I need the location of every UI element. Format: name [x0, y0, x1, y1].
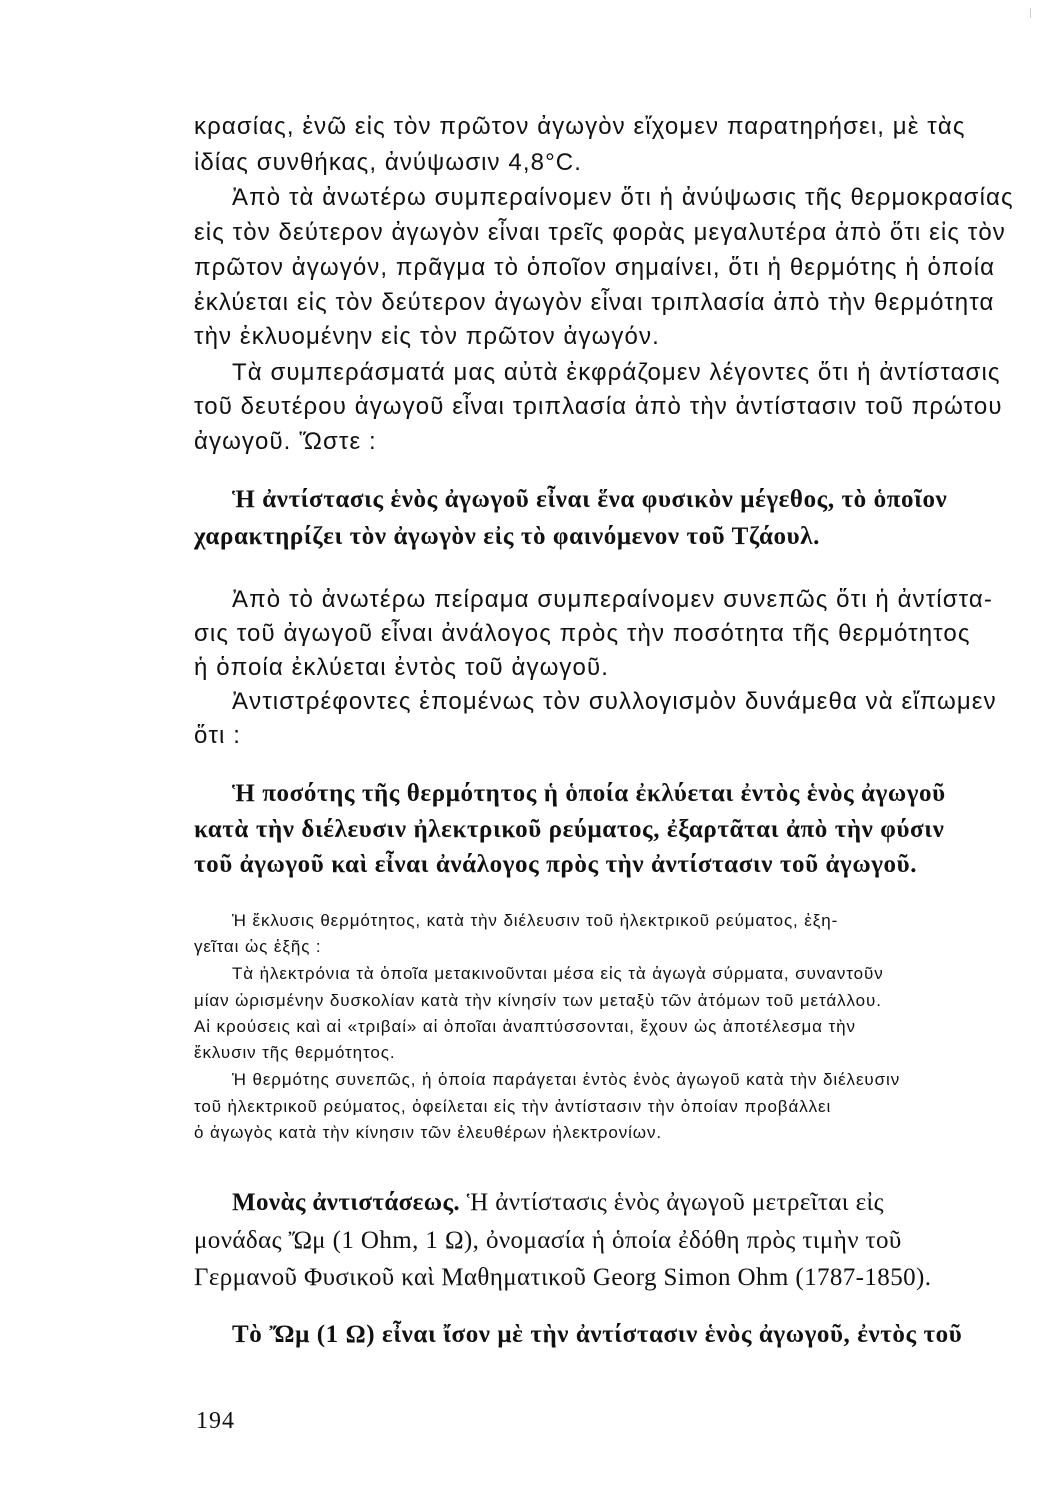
note1-line-1: Ἡ ἔκλυσις θερμότητος, κατὰ τὴν διέλευσιν τοῦ ἠλεκτρικοῦ ρεύματος, ἐξη- [232, 911, 839, 930]
bold-statement-2-line-3: τοῦ ἀγωγοῦ καὶ εἶναι ἀνάλογος πρὸς τὴν ἀντίστασιν τοῦ ἀγωγοῦ. [194, 851, 918, 878]
note2-line-4: ἔκλυσιν τῆς θερμότητος. [194, 1043, 396, 1062]
para2-line-1: Ἀπὸ τὰ ἀνωτέρω συμπεραίνομεν ὅτι ἡ ἀνύψωσις τῆς θερμοκρασίας [232, 184, 1014, 211]
page-number: 194 [196, 1408, 235, 1434]
para2-line-2: εἰς τὸν δεύτερον ἀγωγὸν εἶναι τρεῖς φορὰς μεγαλυτέρα ἀπὸ ὅτι εἰς τὸν [194, 219, 1006, 246]
para1-line-2: ἰδίας συνθήκας, ἀνύψωσιν 4,8°C. [194, 149, 582, 176]
bold-statement-2-line-2: κατὰ τὴν διέλευσιν ἠλεκτρικοῦ ρεύματος, ἐξαρτᾶται ἀπὸ τὴν φύσιν [194, 816, 945, 843]
unit-heading: Μονὰς ἀντιστάσεως. [232, 1189, 461, 1216]
para2-line-4: ἐκλύεται εἰς τὸν δεύτερον ἀγωγὸν εἶναι τριπλασία ἀπὸ τὴν θερμότητα [194, 289, 995, 316]
para1-line-1: κρασίας, ἐνῶ εἰς τὸν πρῶτον ἀγωγὸν εἴχομεν παρατηρήσει, μὲ τὰς [194, 113, 966, 140]
para3-line-2: τοῦ δευτέρου ἀγωγοῦ εἶναι τριπλασία ἀπὸ τὴν ἀντίστασιν τοῦ πρώτου [194, 393, 1003, 420]
bold-statement-1-line-2: χαρακτηρίζει τὸν ἀγωγὸν εἰς τὸ φαινόμενον τοῦ Τζάουλ. [194, 523, 820, 550]
unit-para-line-1: Ἡ ἀντίστασις ἑνὸς ἀγωγοῦ μετρεῖται εἰς [466, 1189, 884, 1216]
para2-line-5: τὴν ἐκλυομένην εἰς τὸν πρῶτον ἀγωγόν. [194, 323, 660, 350]
para3-line-3: ἀγωγοῦ. Ὥστε : [194, 428, 377, 455]
unit-para-line-3: Γερμανοῦ Φυσικοῦ καὶ Μαθηματικοῦ Georg Simon Ohm (1787-1850). [194, 1264, 932, 1291]
para4-line-1: Ἀπὸ τὸ ἀνωτέρω πείραμα συμπεραίνομεν συνεπῶς ὅτι ἡ ἀντίστα- [232, 586, 993, 613]
unit-para-line-2: μονάδας Ὤμ (1 Ohm, 1 Ω), ὀνομασία ἡ ὁποία ἐδόθη πρὸς τιμὴν τοῦ [194, 1227, 902, 1254]
para4-line-2: σις τοῦ ἀγωγοῦ εἶναι ἀνάλογος πρὸς τὴν ποσότητα τῆς θερμότητος [194, 620, 971, 647]
note3-line-1: Ἡ θερμότης συνεπῶς, ἡ ὁποία παράγεται ἐντὸς ἑνὸς ἀγωγοῦ κατὰ τὴν διέλευσιν [232, 1070, 901, 1089]
unit-line-1 [232, 1188, 884, 1218]
scan-mark [1030, 8, 1031, 18]
para2-line-3: πρῶτον ἀγωγόν, πρᾶγμα τὸ ὁποῖον σημαίνει, ὅτι ἡ θερμότης ἡ ὁποία [194, 254, 996, 281]
note2-line-1: Τὰ ἠλεκτρόνια τὰ ὁποῖα μετακινοῦνται μέσα εἰς τὰ ἀγωγὰ σύρματα, συναντοῦν [232, 964, 884, 983]
note1-line-2: γεῖται ὡς ἑξῆς : [194, 937, 322, 956]
para5-line-1: Ἀντιστρέφοντες ἑπομένως τὸν συλλογισμὸν δυνάμεθα νὰ εἴπωμεν [232, 688, 997, 715]
note3-line-3: ὁ ἀγωγὸς κατὰ τὴν κίνησιν τῶν ἐλευθέρων ἠλεκτρονίων. [194, 1123, 662, 1142]
bold-statement-1-line-1: Ἡ ἀντίστασις ἑνὸς ἀγωγοῦ εἶναι ἕνα φυσικὸν μέγεθος, τὸ ὁποῖον [232, 486, 948, 513]
para4-line-3: ἡ ὁποία ἐκλύεται ἐντὸς τοῦ ἀγωγοῦ. [194, 654, 609, 681]
note2-line-3: Αἱ κρούσεις καὶ αἱ «τριβαί» αἱ ὁποῖαι ἀναπτύσσονται, ἔχουν ὡς ἀποτέλεσμα τὴν [194, 1017, 856, 1036]
note2-line-2: μίαν ὡρισμένην δυσκολίαν κατὰ τὴν κίνησίν των μεταξὺ τῶν ἀτόμων τοῦ μετάλλου. [194, 991, 882, 1010]
bold-statement-3: Τὸ Ὤμ (1 Ω) εἶναι ἴσον μὲ τὴν ἀντίστασιν ἑνὸς ἀγωγοῦ, ἐντὸς τοῦ [232, 1321, 963, 1348]
para3-line-1: Τὰ συμπεράσματά μας αὐτὰ ἐκφράζομεν λέγοντες ὅτι ἡ ἀντίστασις [232, 359, 1001, 386]
para5-line-2: ὅτι : [194, 722, 241, 749]
bold-statement-2-line-1: Ἡ ποσότης τῆς θερμότητος ἡ ὁποία ἐκλύεται ἐντὸς ἑνὸς ἀγωγοῦ [232, 780, 946, 807]
note3-line-2: τοῦ ἠλεκτρικοῦ ρεύματος, ὀφείλεται εἰς τὴν ἀντίστασιν τὴν ὁποίαν προβάλλει [194, 1097, 832, 1116]
